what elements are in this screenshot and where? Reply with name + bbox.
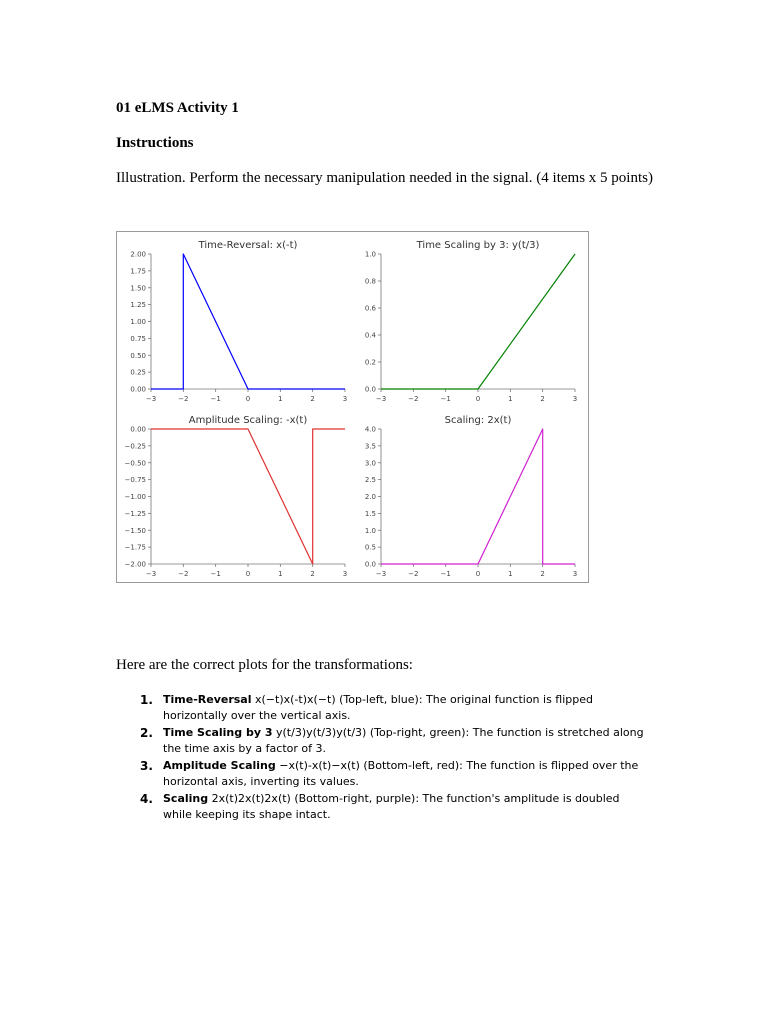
x-tick-label: 2	[540, 395, 545, 403]
series-line	[381, 254, 575, 389]
x-tick-label: 1	[508, 570, 513, 578]
x-tick-label: 2	[310, 395, 315, 403]
y-tick-label: 2.0	[364, 493, 376, 501]
subplot-title: Time Scaling by 3: y(t/3)	[416, 240, 540, 251]
y-tick-label: 0.0	[364, 560, 376, 569]
x-tick-label: 0	[245, 570, 251, 578]
list-item	[116, 692, 646, 724]
x-tick-label: −2	[178, 395, 189, 403]
y-tick-label: 0.5	[364, 543, 376, 552]
y-tick-label: −0.50	[124, 459, 146, 468]
y-tick-label: 1.00	[130, 318, 146, 326]
item-term: Amplitude Scaling	[163, 759, 276, 772]
answer-list	[116, 692, 646, 824]
item-description: 2x(t)2x(t)2x(t) (Bottom-right, purple): The function's amplitude is doubled while keeping its shape intact.	[163, 792, 620, 821]
subplot-2	[365, 240, 577, 403]
list-item	[116, 791, 646, 823]
y-tick-label: 3.5	[364, 442, 376, 451]
y-tick-label: 0.4	[364, 331, 376, 340]
y-tick-label: 0.6	[364, 304, 376, 313]
x-tick-label: −3	[145, 570, 157, 578]
y-tick-label: 0.0	[364, 385, 376, 394]
x-tick-label: 3	[342, 570, 348, 578]
series-line	[381, 429, 575, 564]
x-tick-label: 0	[475, 570, 481, 578]
x-tick-label: −3	[375, 395, 387, 403]
y-tick-label: −1.00	[124, 493, 146, 501]
item-term: Time-Reversal	[163, 693, 252, 706]
y-tick-label: 1.50	[130, 284, 146, 293]
y-tick-label: 1.5	[364, 509, 376, 518]
subplot-1	[130, 240, 347, 403]
x-tick-label: −1	[210, 570, 221, 578]
subplot-title: Amplitude Scaling: -x(t)	[188, 415, 308, 426]
intro-text: Here are the correct plots for the transformations:	[116, 657, 413, 673]
x-tick-label: −1	[440, 570, 451, 578]
page-title: 01 eLMS Activity 1	[116, 100, 239, 116]
x-tick-label: 3	[572, 395, 578, 403]
x-tick-label: 3	[572, 570, 578, 578]
signal-plots-figure	[116, 231, 589, 583]
x-tick-label: 1	[278, 570, 283, 578]
y-tick-label: −1.25	[124, 509, 146, 518]
y-tick-label: 0.50	[130, 351, 146, 360]
x-tick-label: 3	[342, 395, 348, 403]
item-description: −x(t)-x(t)−x(t) (Bottom-left, red): The function is flipped over the horizontal axis, inverting its values.	[163, 759, 639, 788]
x-tick-label: 0	[475, 395, 481, 403]
x-tick-label: −3	[375, 570, 387, 578]
item-description: y(t/3)y(t/3)y(t/3) (Top-right, green): The function is stretched along the time axis by a factor of 3.	[163, 726, 644, 755]
y-tick-label: 4.0	[364, 425, 376, 434]
y-tick-label: 2.00	[130, 250, 146, 259]
x-tick-label: −2	[408, 570, 419, 578]
y-tick-label: 3.0	[364, 459, 376, 468]
y-tick-label: 0.00	[130, 425, 146, 434]
y-tick-label: −1.50	[124, 526, 146, 535]
list-item	[116, 725, 646, 757]
item-number: 2.	[140, 726, 153, 740]
x-tick-label: 2	[310, 570, 315, 578]
x-tick-label: −1	[210, 395, 221, 403]
item-term: Time Scaling by 3	[163, 726, 273, 739]
x-tick-label: −2	[178, 570, 189, 578]
item-number: 1.	[140, 693, 153, 707]
y-tick-label: −1.75	[124, 543, 146, 552]
y-tick-label: 0.2	[364, 358, 376, 367]
subplot-4	[365, 415, 577, 578]
x-tick-label: −2	[408, 395, 419, 403]
plots-svg	[117, 232, 588, 582]
y-tick-label: 1.0	[364, 250, 376, 259]
series-line	[151, 429, 345, 564]
instructions-text: Illustration. Perform the necessary manipulation needed in the signal. (4 items x 5 points)	[116, 170, 653, 186]
subplot-3	[125, 415, 348, 578]
item-term: Scaling	[163, 792, 209, 805]
y-tick-label: 0.25	[130, 368, 146, 377]
y-tick-label: 0.00	[130, 385, 146, 394]
item-description: x(−t)x(-t)x(−t) (Top-left, blue): The original function is flipped horizontally over the vertical axis.	[163, 693, 593, 722]
y-tick-label: 1.25	[130, 301, 146, 310]
x-tick-label: −3	[145, 395, 157, 403]
x-tick-label: 2	[540, 570, 545, 578]
y-tick-label: −0.75	[124, 476, 146, 485]
item-number: 3.	[140, 759, 153, 773]
x-tick-label: 0	[245, 395, 251, 403]
x-tick-label: −1	[440, 395, 451, 403]
y-tick-label: −0.25	[124, 442, 146, 451]
series-line	[151, 254, 345, 389]
subplot-title: Time-Reversal: x(-t)	[198, 240, 298, 251]
instructions-heading: Instructions	[116, 135, 194, 151]
y-tick-label: 0.75	[130, 334, 146, 343]
y-tick-label: 0.8	[364, 277, 376, 286]
x-tick-label: 1	[508, 395, 513, 403]
y-tick-label: 1.75	[130, 267, 146, 276]
y-tick-label: −2.00	[124, 560, 146, 569]
list-item	[116, 758, 646, 790]
subplot-title: Scaling: 2x(t)	[444, 415, 512, 426]
y-tick-label: 1.0	[364, 526, 376, 535]
y-tick-label: 2.5	[364, 476, 376, 485]
x-tick-label: 1	[278, 395, 283, 403]
item-number: 4.	[140, 792, 153, 806]
